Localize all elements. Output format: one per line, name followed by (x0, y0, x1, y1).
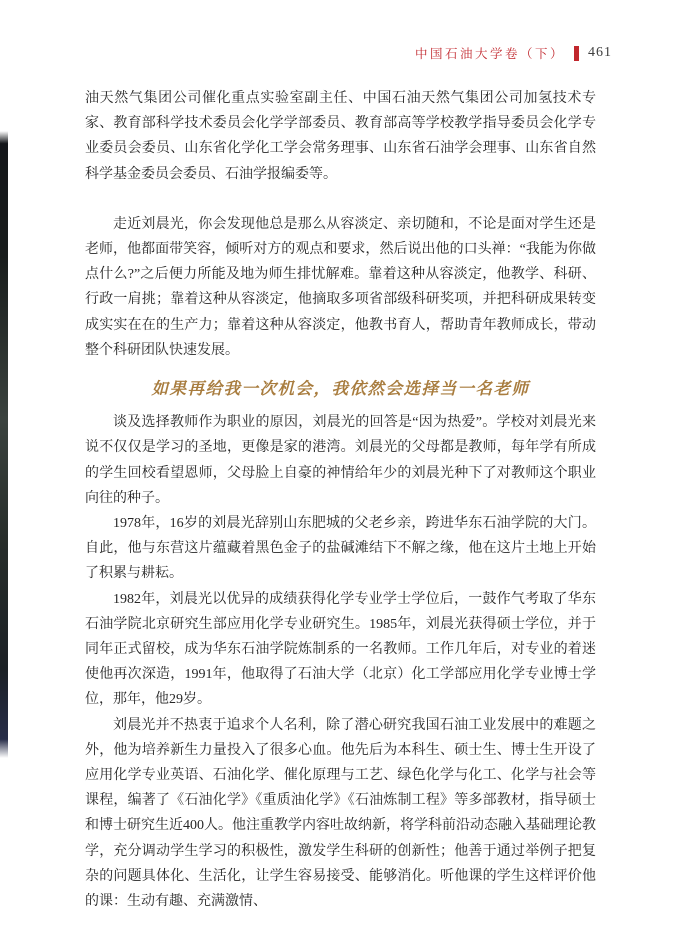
paragraph-teaching-career: 刘晨光并不热衷于追求个人名利，除了潜心研究我国石油工业发展中的难题之外，他为培养新生力量投入了很多心血。他先后为本科生、硕士生、博士生开设了应用化学专业英语、石油化学、催化原理与工艺、绿色化学与化工、化学与社会等课程，编著了《石油化学》《重质油化学》《石油炼制工程》等多部教材，指导硕士和博士研究生近400人。他注重教学内容吐故纳新，将学科前沿动态融入基础理论教学，充分调动学生学习的积极性，激发学生科研的创新性；他善于通过举例子把复杂的问题具体化、生活化，让学生容易接受、能够消化。听他课的学生这样评价他的课：生动有趣、充满激情、 (85, 717, 596, 910)
page-body (85, 86, 596, 914)
page-header (0, 44, 612, 62)
running-head-title: 中国石油大学卷（下） (414, 47, 565, 61)
paragraph-composure: 走近刘晨光，你会发现他总是那么从容淡定、亲切随和，不论是面对学生还是老师，他都面带笑容，倾听对方的观点和要求，然后说出他的口头禅：“我能为你做点什么?”之后便力所能及地为师生排忧解难。靠着这种从容淡定，他教学、科研、行政一肩挑；靠着这种从容淡定，他摘取多项省部级科研奖项，并把科研成果转变成实实在在的生产力；靠着这种从容淡定，他教书育人，帮助青年教师成长，带动整个科研团队快速发展。 (85, 216, 596, 358)
header-divider-bar (574, 46, 579, 61)
page-number: 461 (588, 45, 612, 60)
paragraph-1978-enrollment: 1978年，16岁的刘晨光辞别山东肥城的父老乡亲，跨进华东石油学院的大门。自此，他与东营这片蕴藏着黑色金子的盐碱滩结下不解之缘，他在这片土地上开始了积累与耕耘。 (85, 516, 596, 582)
paragraph-continued-titles: 油天然气集团公司催化重点实验室副主任、中国石油天然气集团公司加氢技术专家、教育部科学技术委员会化学学部委员、教育部高等学校教学指导委员会化学专业委员会委员、山东省化学化工学会常务理事、山东省石油学会理事、山东省自然科学基金委员会委员、石油学报编委等。 (85, 91, 596, 182)
scan-binding-shadow (0, 131, 8, 758)
paragraph-degrees: 1982年，刘晨光以优异的成绩获得化学专业学士学位后，一鼓作气考取了华东石油学院北京研究生部应用化学专业研究生。1985年，刘晨光获得硕士学位，并于同年正式留校，成为华东石油学院炼制系的一名教师。工作几年后，对专业的着迷使他再次深造，1991年，他取得了石油大学（北京）化工学部应用化学专业博士学位，那年，他29岁。 (85, 591, 596, 708)
paragraph-choosing-teaching: 谈及选择教师作为职业的原因，刘晨光的回答是“因为热爱”。学校对刘晨光来说不仅仅是学习的圣地，更像是家的港湾。刘晨光的父母都是教师，每年学有所成的学生回校看望恩师，父母脸上自豪的神情给年少的刘晨光种下了对教师这个职业向往的种子。 (85, 415, 596, 506)
section-heading: 如果再给我一次机会，我依然会选择当一名老师 (151, 379, 530, 399)
